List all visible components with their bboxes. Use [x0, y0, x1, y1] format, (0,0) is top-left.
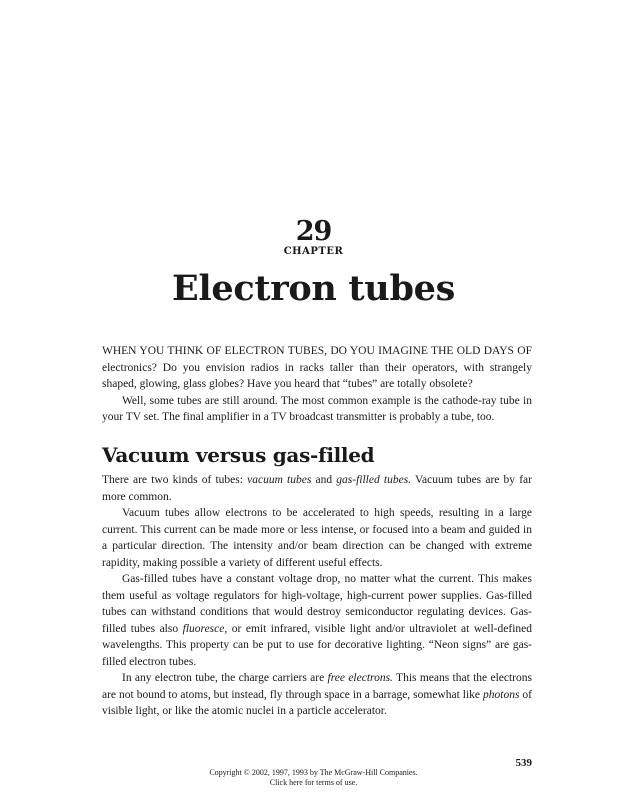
intro-paragraph-1: [102, 343, 532, 393]
section-heading: Vacuum versus gas-filled: [102, 443, 375, 467]
text-run: In any electron tube, the charge carriers are: [122, 672, 328, 684]
section-paragraph-3: [102, 571, 532, 670]
section-body: [102, 472, 532, 720]
term-fluoresce: fluoresce,: [182, 622, 228, 635]
text-run: Vacuum tubes are by far more common.: [102, 474, 532, 503]
term-gas-filled-tubes: gas-filled tubes.: [336, 474, 412, 486]
chapter-number: 29: [295, 216, 332, 247]
section-paragraph-4: [102, 670, 532, 720]
intro-paragraph-2: Well, some tubes are still around. The most common example is the cathode-ray tube in your TV set. The final amplifier in a TV broadcast transmitter is probably a tube, too.: [102, 394, 532, 423]
page-number: 539: [515, 757, 532, 769]
intro-text: [102, 343, 532, 426]
term-photons: photons: [483, 688, 520, 701]
term-free-electrons: free electrons.: [327, 672, 393, 684]
terms-of-use-link[interactable]: Click here for terms of use.: [269, 778, 358, 787]
text-run: or emit infrared, visible light and/or ultraviolet at well-defined wavelengths. This property can be put to use for decorative lighting. “Neon signs” are gas-filled electron tubes.: [102, 622, 532, 668]
text-run: of visible light, or like the atomic nuclei in a particle accelerator.: [102, 688, 532, 717]
text-run: and: [311, 474, 337, 486]
copyright-notice: [0, 768, 627, 788]
section-paragraph-1: [102, 472, 532, 505]
copyright-text: Copyright © 2002, 1997, 1993 by The McGraw-Hill Companies.: [209, 768, 418, 777]
chapter-label: CHAPTER: [283, 246, 344, 257]
text-run: There are two kinds of tubes:: [102, 474, 248, 486]
intro-paragraph-1-text: electronics? Do you envision radios in racks taller than their operators, with strangely shaped, glowing, glass globes? Have you heard that “tubes” are totally obsolete?: [102, 361, 532, 390]
text-run: Gas-filled tubes have a constant voltage drop, no matter what the current. This makes them useful as voltage regulators for high-voltage, high-current power supplies. Gas-filled tubes can withstand conditions that would destroy semiconductor regulating devices. Gas-filled tubes also: [102, 573, 532, 635]
intro-lead-caps: WHEN YOU THINK OF ELECTRON TUBES, DO YOU IMAGINE THE OLD DAYS OF: [102, 345, 532, 357]
chapter-title: Electron tubes: [172, 268, 455, 309]
text-run: This means that the electrons are not bound to atoms, but instead, fly through space in a barrage, somewhat like: [102, 672, 532, 701]
term-vacuum-tubes: vacuum tubes: [247, 474, 312, 486]
section-paragraph-2: Vacuum tubes allow electrons to be accelerated to high speeds, resulting in a large current. This current can be made more or less intense, or focused into a beam and guided in a particular direction. The intensity and/or beam direction can be changed with extreme rapidity, making possible a variety of different useful effects.: [102, 507, 532, 569]
